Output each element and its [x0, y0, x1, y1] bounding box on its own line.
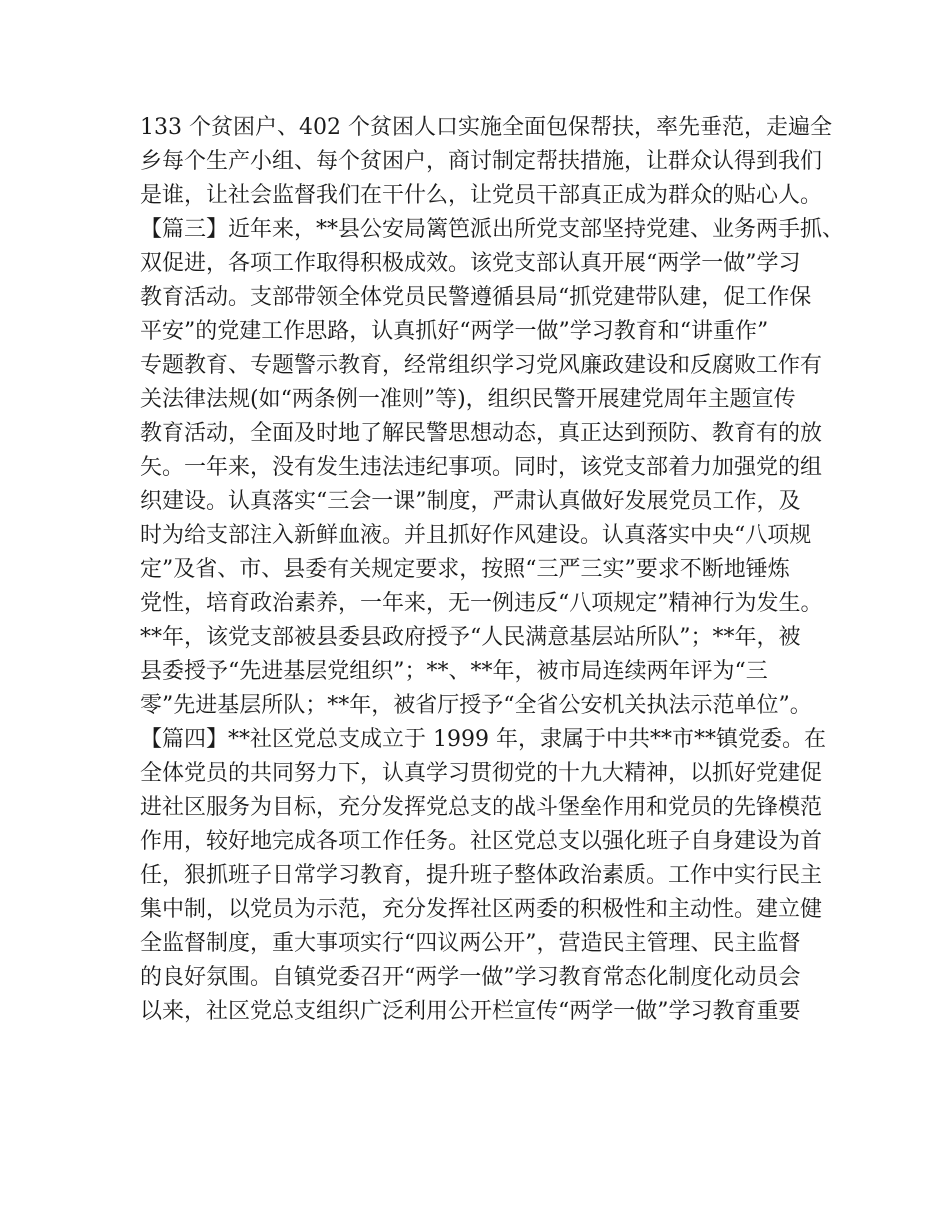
text-line: 进社区服务为目标，充分发挥党总支的战斗堡垒作用和党员的先锋模范: [140, 795, 823, 820]
text-line: 任，狠抓班子日常学习教育，提升班子整体政治素质。工作中实行民主: [140, 863, 823, 888]
text-line: **年，该党支部被县委县政府授予“人民满意基层站所队”；**年，被: [140, 625, 801, 650]
text-line: 党性，培育政治素养，一年来，无一例违反“八项规定”精神行为发生。: [140, 591, 823, 616]
text-line: 零”先进基层所队；**年，被省厅授予“全省公安机关执法示范单位”。: [140, 693, 812, 718]
text-line: 关法律法规(如“两条例一准则”等)，组织民警开展建党周年主题宣传: [140, 387, 796, 412]
text-line: 教育活动。支部带领全体党员民警遵循县局“抓党建带队建，促工作保: [140, 285, 812, 310]
text-line: 双促进，各项工作取得积极成效。该党支部认真开展“两学一做”学习: [140, 251, 801, 276]
text-line: 时为给支部注入新鲜血液。并且抓好作风建设。认真落实中央“八项规: [140, 523, 812, 548]
text-line: 平安”的党建工作思路，认真抓好“两学一做”学习教育和“讲重作”: [140, 319, 769, 344]
section-heading-line: 【篇四】**社区党总支成立于 1999 年，隶属于中共**市**镇党委。在: [140, 727, 826, 752]
text-line: 全体党员的共同努力下，认真学习贯彻党的十九大精神，以抓好党建促: [140, 761, 823, 786]
text-line: 县委授予“先进基层党组织”；**、**年，被市局连续两年评为“三: [140, 659, 768, 684]
text-line: 定”及省、市、县委有关规定要求，按照“三严三实”要求不断地锤炼: [140, 557, 790, 582]
text-line: 是谁，让社会监督我们在干什么，让党员干部真正成为群众的贴心人。: [140, 183, 823, 208]
text-line: 集中制，以党员为示范，充分发挥社区两委的积极性和主动性。建立健: [140, 897, 823, 922]
text-line: 以来，社区党总支组织广泛利用公开栏宣传“两学一做”学习教育重要: [140, 999, 801, 1024]
text-line: 织建设。认真落实“三会一课”制度，严肃认真做好发展党员工作，及: [140, 489, 801, 514]
text-line: 的良好氛围。自镇党委召开“两学一做”学习教育常态化制度化动员会: [140, 965, 801, 990]
text-line: 矢。一年来，没有发生违法违纪事项。同时，该党支部着力加强党的组: [140, 455, 823, 480]
text-line: 教育活动，全面及时地了解民警思想动态，真正达到预防、教育有的放: [140, 421, 823, 446]
text-line: 专题教育、专题警示教育，经常组织学习党风廉政建设和反腐败工作有: [140, 353, 823, 378]
section-heading-line: 【篇三】近年来，**县公安局篱笆派出所党支部坚持党建、业务两手抓、: [140, 217, 845, 242]
text-line: 全监督制度，重大事项实行“四议两公开”，营造民主管理、民主监督: [140, 931, 801, 956]
text-line: 133 个贫困户、402 个贫困人口实施全面包保帮扶，率先垂范，走遍全: [140, 115, 832, 140]
text-line: 乡每个生产小组、每个贫困户，商讨制定帮扶措施，让群众认得到我们: [140, 149, 823, 174]
text-line: 作用，较好地完成各项工作任务。社区党总支以强化班子自身建设为首: [140, 829, 823, 854]
body-text: [140, 111, 845, 1029]
